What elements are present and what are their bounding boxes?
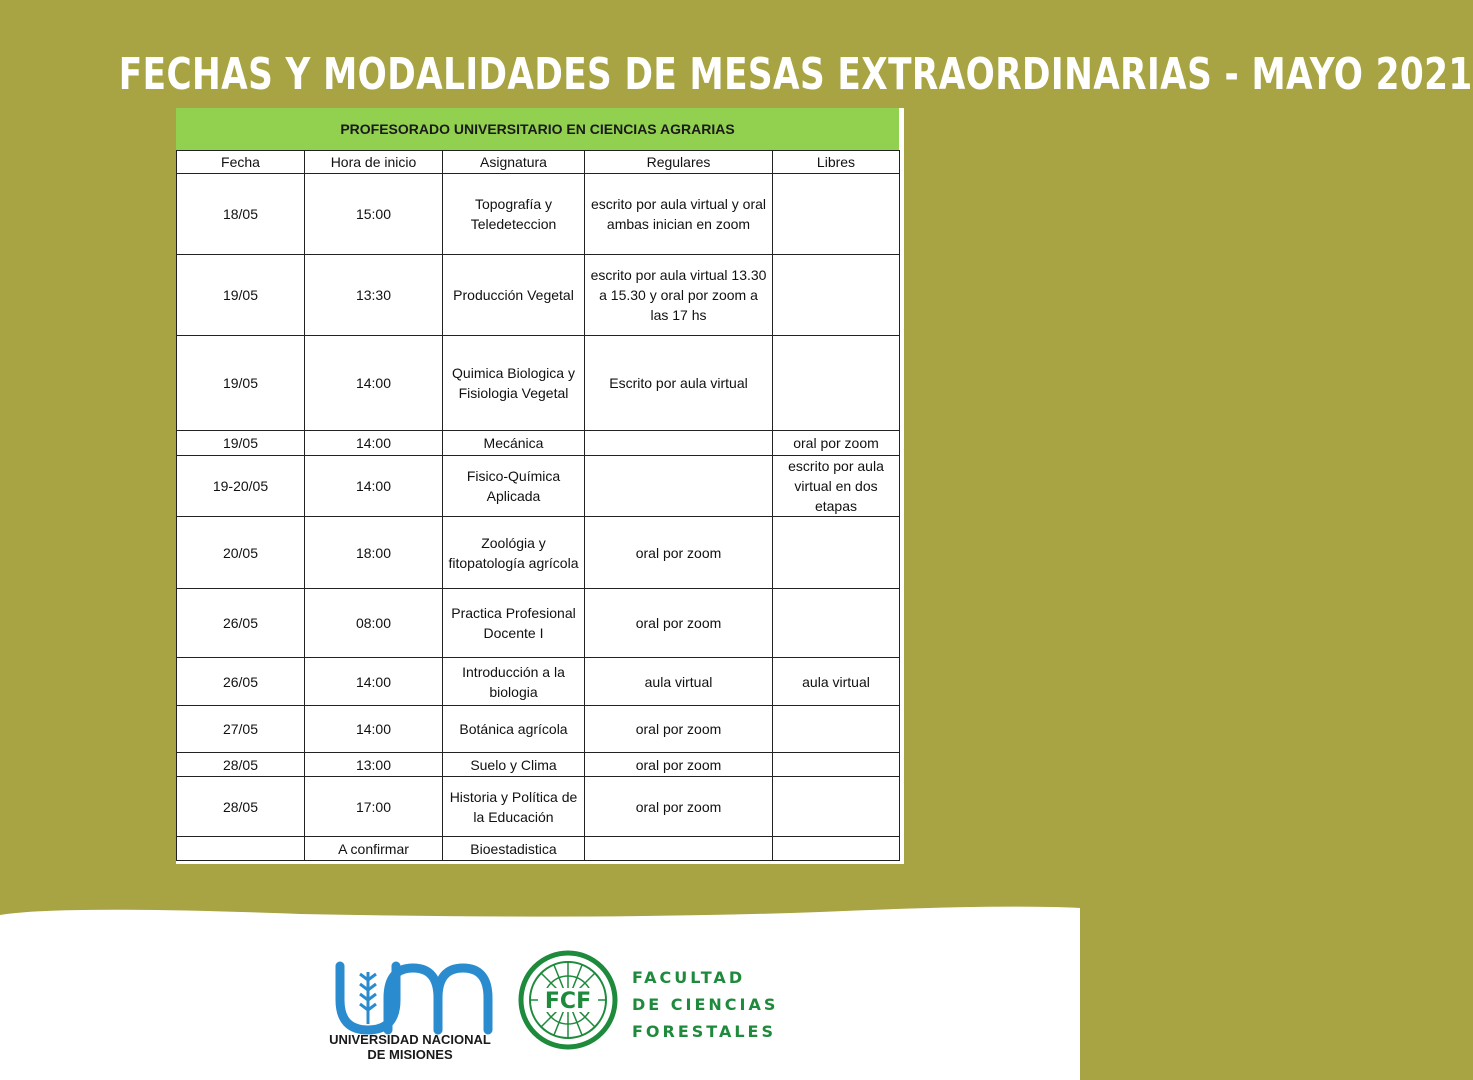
cell-libres xyxy=(773,837,900,861)
cell-libres xyxy=(773,706,900,753)
fcf-seal-icon xyxy=(518,950,618,1050)
column-header-asignatura: Asignatura xyxy=(443,151,585,174)
fcf-name xyxy=(632,964,832,1045)
cell-libres: aula virtual xyxy=(773,658,900,706)
cell-regulares: escrito por aula virtual y oral ambas inician en zoom xyxy=(585,174,773,255)
fcf-mark: FCF xyxy=(544,989,592,1014)
cell-asignatura: Zoológia y fitopatología agrícola xyxy=(443,517,585,589)
column-header-fecha: Fecha xyxy=(177,151,305,174)
cell-asignatura: Suelo y Clima xyxy=(443,753,585,777)
cell-hora: 14:00 xyxy=(305,456,443,517)
cell-libres xyxy=(773,255,900,336)
table-row xyxy=(177,658,900,706)
cell-regulares xyxy=(585,456,773,517)
cell-hora: A confirmar xyxy=(305,837,443,861)
schedule-sheet xyxy=(176,108,904,864)
cell-libres xyxy=(773,753,900,777)
table-header-row xyxy=(177,151,900,174)
cell-hora: 14:00 xyxy=(305,431,443,456)
cell-libres xyxy=(773,336,900,431)
table-row xyxy=(177,589,900,658)
cell-fecha: 19-20/05 xyxy=(177,456,305,517)
cell-fecha: 20/05 xyxy=(177,517,305,589)
cell-hora: 15:00 xyxy=(305,174,443,255)
cell-hora: 13:00 xyxy=(305,753,443,777)
cell-fecha: 28/05 xyxy=(177,753,305,777)
cell-asignatura: Producción Vegetal xyxy=(443,255,585,336)
cell-regulares: aula virtual xyxy=(585,658,773,706)
cell-fecha xyxy=(177,837,305,861)
cell-fecha: 26/05 xyxy=(177,658,305,706)
cell-hora: 14:00 xyxy=(305,706,443,753)
cell-asignatura: Bioestadistica xyxy=(443,837,585,861)
fcf-name-line2: DE CIENCIAS xyxy=(632,995,779,1014)
cell-libres: oral por zoom xyxy=(773,431,900,456)
cell-asignatura: Botánica agrícola xyxy=(443,706,585,753)
table-row xyxy=(177,517,900,589)
cell-libres xyxy=(773,174,900,255)
cell-libres: escrito por aula virtual en dos etapas xyxy=(773,456,900,517)
cell-fecha: 26/05 xyxy=(177,589,305,658)
cell-regulares xyxy=(585,837,773,861)
unam-name-line2: DE MISIONES xyxy=(367,1047,453,1062)
cell-asignatura: Practica Profesional Docente I xyxy=(443,589,585,658)
cell-fecha: 28/05 xyxy=(177,777,305,837)
table-row xyxy=(177,456,900,517)
unam-name-line1: UNIVERSIDAD NACIONAL xyxy=(329,1032,491,1047)
table-row xyxy=(177,336,900,431)
unam-name xyxy=(320,1032,500,1062)
cell-asignatura: Introducción a la biologia xyxy=(443,658,585,706)
cell-asignatura: Quimica Biologica y Fisiologia Vegetal xyxy=(443,336,585,431)
cell-hora: 17:00 xyxy=(305,777,443,837)
column-header-hora: Hora de inicio xyxy=(305,151,443,174)
cell-fecha: 27/05 xyxy=(177,706,305,753)
table-row xyxy=(177,753,900,777)
column-header-libres: Libres xyxy=(773,151,900,174)
cell-hora: 14:00 xyxy=(305,658,443,706)
cell-regulares: oral por zoom xyxy=(585,589,773,658)
cell-libres xyxy=(773,589,900,658)
table-banner: PROFESORADO UNIVERSITARIO EN CIENCIAS AGRARIAS xyxy=(176,108,899,150)
cell-hora: 08:00 xyxy=(305,589,443,658)
schedule-table xyxy=(176,150,900,861)
table-row xyxy=(177,431,900,456)
cell-asignatura: Historia y Política de la Educación xyxy=(443,777,585,837)
column-header-regulares: Regulares xyxy=(585,151,773,174)
cell-regulares: oral por zoom xyxy=(585,706,773,753)
fcf-name-line1: FACULTAD xyxy=(632,968,746,987)
cell-regulares xyxy=(585,431,773,456)
cell-regulares: escrito por aula virtual 13.30 a 15.30 y oral por zoom a las 17 hs xyxy=(585,255,773,336)
table-row xyxy=(177,777,900,837)
cell-hora: 14:00 xyxy=(305,336,443,431)
cell-regulares: oral por zoom xyxy=(585,517,773,589)
cell-hora: 18:00 xyxy=(305,517,443,589)
cell-regulares: Escrito por aula virtual xyxy=(585,336,773,431)
fcf-name-line3: FORESTALES xyxy=(632,1022,777,1041)
cell-asignatura: Mecánica xyxy=(443,431,585,456)
cell-libres xyxy=(773,517,900,589)
table-row xyxy=(177,174,900,255)
cell-regulares: oral por zoom xyxy=(585,753,773,777)
table-row xyxy=(177,255,900,336)
cell-regulares: oral por zoom xyxy=(585,777,773,837)
table-row xyxy=(177,706,900,753)
cell-asignatura: Fisico-Química Aplicada xyxy=(443,456,585,517)
cell-fecha: 19/05 xyxy=(177,431,305,456)
cell-libres xyxy=(773,777,900,837)
cell-fecha: 19/05 xyxy=(177,255,305,336)
page-title: FECHAS Y MODALIDADES DE MESAS EXTRAORDINARIAS - MAYO 2021 xyxy=(118,49,1473,100)
cell-fecha: 19/05 xyxy=(177,336,305,431)
cell-hora: 13:30 xyxy=(305,255,443,336)
cell-asignatura: Topografía y Teledeteccion xyxy=(443,174,585,255)
table-row xyxy=(177,837,900,861)
cell-fecha: 18/05 xyxy=(177,174,305,255)
